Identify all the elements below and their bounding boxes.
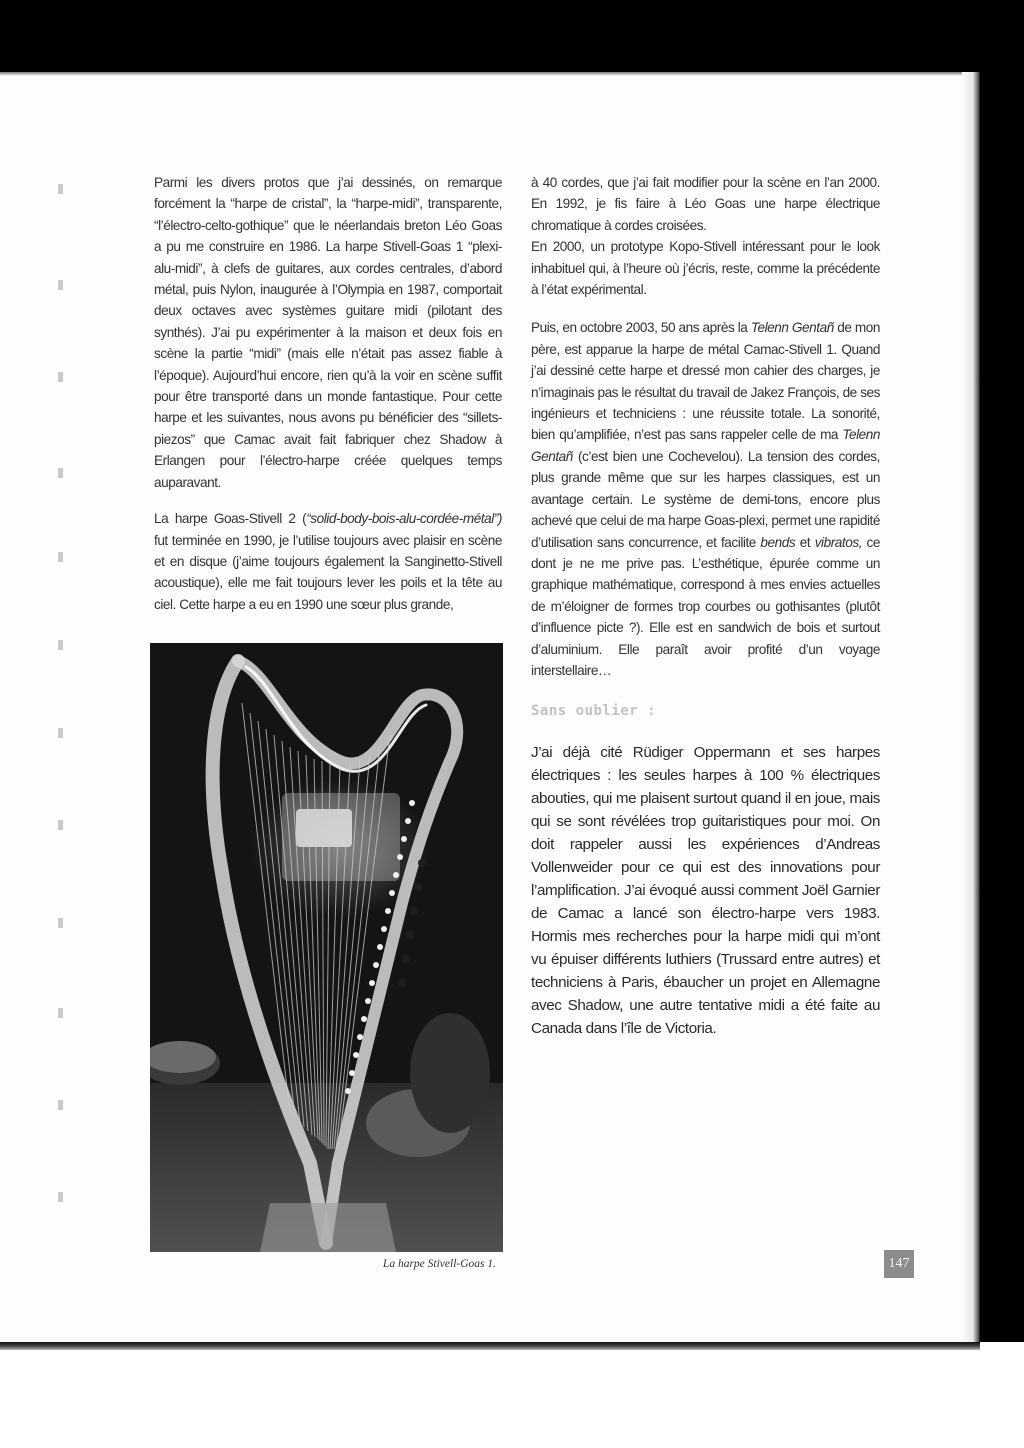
- bends-term: bends: [760, 534, 796, 550]
- right-paragraph-3-part-a: Puis, en octobre 2003, 50 ans après la: [531, 320, 751, 336]
- right-paragraph-3-part-i: ce dont je ne me prive pas. L’esthétique, épurée comme un graphique mathématique, correspond à mes envies actuelles de m’éloigner de formes trop courbes ou gothisantes (plutôt d’influence picte ?). Elle est en sandwich de bois et surtout d’aluminium. Elle paraît avoir profité d’un voyage interstellaire…: [531, 534, 880, 678]
- left-paragraph-2-italic: “solid-body-bois-alu-cordée-métal”): [306, 511, 502, 527]
- right-paragraph-3-part-g: et: [795, 534, 815, 550]
- scanner-bottom-margin: [0, 1342, 1024, 1448]
- right-paragraph-2: En 2000, un prototype Kopo-Stivell intéressant pour le look inhabituel qui, à l’heure où j’écris, reste, comme la précédente à l’état expérimental.: [531, 239, 880, 298]
- right-text-column: [531, 172, 880, 1040]
- harp-photo-illustration: [150, 643, 503, 1252]
- right-paragraph-1: à 40 cordes, que j’ai fait modifier pour la scène en l’an 2000. En 1992, je fis faire à Léo Goas une harpe électrique chromatique à cordes croisées.: [531, 175, 880, 233]
- right-paragraph-3-part-c: de mon père, est apparue la harpe de métal Camac-Stivell 1. Quand j’ai dessiné cette harpe et dressé mon cahier des charges, je n’imaginais pas le résultat du travail de Jakez François, de ses ingénieurs et techniciens : une réussite totale. La sonorité, bien qu’amplifiée, n’est pas sans rappeler celle de ma: [531, 320, 880, 443]
- telenn-gentan-title-2: Telenn Gentañ: [531, 427, 880, 464]
- page-number: 147: [884, 1250, 914, 1278]
- harp-photo: [150, 643, 503, 1252]
- telenn-gentan-title-1: Telenn Gentañ: [750, 320, 834, 336]
- section-heading: Sans oublier :: [531, 703, 657, 720]
- right-paragraph-3-part-e: (c’est bien une Cochevelou). La tension des cordes, plus grande même que sur les harpes classiques, est un avantage certain. Le système de demi-tons, encore plus achevé que celui de ma harpe Goas-plexi, permet une rapidité d’utilisation sans concurrence, et facilite: [531, 448, 880, 550]
- vibratos-term: vibratos,: [814, 534, 863, 550]
- left-paragraph-2-start: La harpe Goas-Stivell 2 (: [154, 511, 307, 527]
- left-paragraph-1: Parmi les divers protos que j’ai dessinés, on remarque forcément la “harpe de cristal”, la “harpe-midi”, transparente, “l’électro-celto-gothique” que le néerlandais breton Léo Goas a pu me construire en 1986. La harpe Stivell-Goas 1 “plexi-alu-midi”, à clefs de guitares, aux cordes centrales, d’abord métal, puis Nylon, inaugurée à l’Olympia en 1987, comportait deux octaves avec systèmes guitare midi (pilotant des synthés). J’ai pu expérimenter à la maison et deux fois en scène la partie “midi” (mais elle n’était pas assez fiable à l’époque). Aujourd’hui encore, rien qu’à la voir en scène suffit pour être transporté dans un monde fantastique. Pour cette harpe et les suivantes, nous avons pu bénéficier des “sillets-piezos” que Camac avait fait fabriquer chez Shadow à Erlangen pour l’électro-harpe créée quelques temps auparavant.: [154, 175, 502, 490]
- page-top-shadow: [0, 72, 980, 76]
- right-paragraph-3: [531, 317, 880, 681]
- book-spine: [962, 72, 980, 1342]
- left-paragraph-2-end: fut terminée en 1990, je l’utilise toujours avec plaisir en scène et en disque (j’aime toujours également la Sanginetto-Stivell acoustique), elle me fait toujours lever les poils et la tête au ciel. Cette harpe a eu en 1990 une sœur plus grande,: [154, 532, 502, 612]
- left-paragraph-2: [154, 508, 502, 615]
- right-paragraph-4: J’ai déjà cité Rüdiger Oppermann et ses harpes électriques : les seules harpes à 100 % électriques abouties, qui me plaisent surtout quand il en joue, mais qui se sont révélées trop guitaristiques pour moi. On doit rappeler aussi les expériences d’Andreas Vollenweider pour ce qui est des innovations pour l’amplification. J’ai évoqué aussi comment Joël Garnier de Camac a lancé son électro-harpe vers 1983. Hormis mes recherches pour la harpe midi qui m’ont vu épuiser différents luthiers (Trussard entre autres) et techniciens à Paris, ébaucher un projet en Allemagne avec Shadow, une autre tentative midi a été faite au Canada dans l’île de Victoria.: [531, 744, 880, 1038]
- photo-caption: La harpe Stivell-Goas 1.: [382, 1258, 496, 1270]
- left-text-column: [154, 172, 502, 615]
